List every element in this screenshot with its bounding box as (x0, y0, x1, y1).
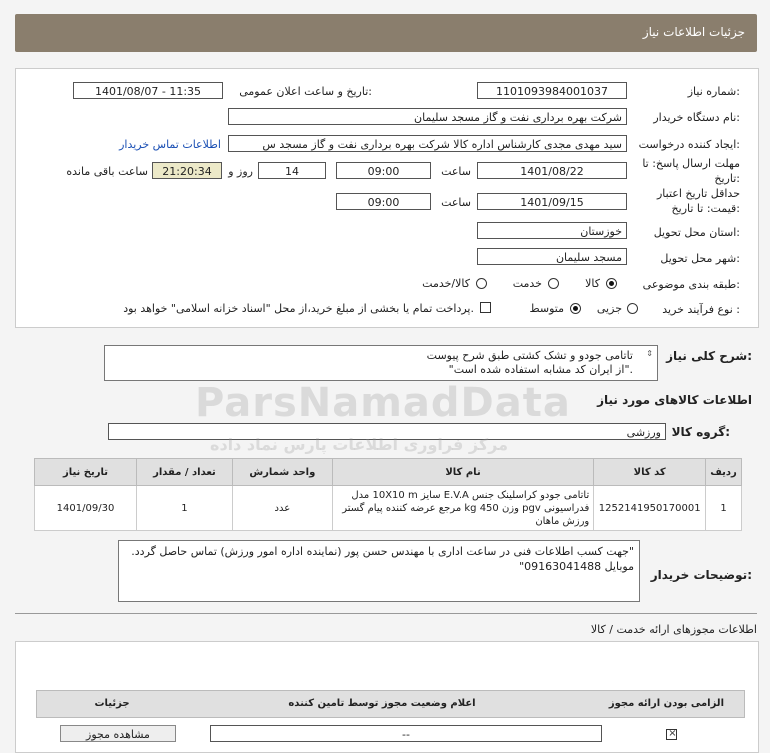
price-validity-time-label: ساعت (441, 196, 471, 209)
price-validity-label: حداقل تاریخ اعتبار قیمت: تا تاریخ: (656, 187, 740, 215)
need-number-label: شماره نیاز: (687, 85, 740, 98)
category-option-goods: کالا (585, 277, 600, 290)
permits-table-header (36, 690, 745, 718)
category-radio-service[interactable] (548, 278, 559, 289)
buyer-notes-label: توضیحات خریدار: (650, 568, 752, 582)
col-name: نام کالا (332, 459, 593, 486)
page-title: جزئیات اطلاعات نیاز (642, 25, 745, 39)
treasury-note: پرداخت تمام یا بخشی از مبلغ خرید،از محل "اسناد خزانه اسلامی" خواهد بود. (123, 302, 474, 315)
category-option-goods-service: کالا/خدمت (422, 277, 470, 290)
requester-label: ایجاد کننده درخواست: (638, 138, 740, 151)
response-deadline-label: مهلت ارسال پاسخ: تا تاریخ: (642, 157, 740, 185)
category-label: طبقه بندی موضوعی: (642, 278, 740, 291)
x-mark-icon: × (668, 728, 677, 739)
watermark-subtext: مرکز فراوری اطلاعات پارس نماد داده (210, 435, 509, 454)
purchase-radio-medium[interactable] (570, 303, 581, 314)
cell-code: 1252141950170001 (594, 486, 706, 531)
city-field: مسجد سلیمان (477, 248, 627, 265)
category-radio-goods[interactable] (606, 278, 617, 289)
city-label: شهر محل تحویل: (660, 252, 740, 265)
cell-qty: 1 (136, 486, 232, 531)
description-label: شرح کلی نیاز: (666, 349, 752, 363)
description-line1: تاتامی جودو و تشک کشتی طبق شرح پیوست (426, 349, 633, 362)
goods-table (34, 458, 742, 531)
permits-divider (15, 613, 757, 614)
cell-date: 1401/09/30 (35, 486, 137, 531)
price-validity-date-field: 1401/09/15 (477, 193, 627, 210)
need-number-field: 1101093984001037 (477, 82, 627, 99)
buyer-contact-link[interactable]: اطلاعات تماس خریدار (119, 138, 221, 151)
announce-datetime-field: 1401/08/07 - 11:35 (73, 82, 223, 99)
col-qty: تعداد / مقدار (136, 459, 232, 486)
remaining-time-field: 21:20:34 (152, 162, 222, 179)
view-permit-button[interactable]: مشاهده مجوز (60, 725, 176, 742)
permit-status-field: -- (210, 725, 602, 742)
description-box (104, 345, 658, 381)
response-days-field: 14 (258, 162, 326, 179)
description-line2: "از ایران کد مشابه استفاده شده است". (448, 363, 633, 376)
col-code: کد کالا (594, 459, 706, 486)
col-row: ردیف (706, 459, 742, 486)
permits-title: اطلاعات مجوزهای ارائه خدمت / کالا (590, 623, 757, 636)
province-field: خوزستان (477, 222, 627, 239)
permits-col-required: الزامی بودن ارائه مجوز (608, 698, 724, 709)
goods-group-label: گروه کالا: (671, 425, 730, 439)
remaining-time-label: ساعت باقی مانده (66, 165, 148, 178)
page-header (15, 14, 757, 52)
category-radio-goods-service[interactable] (476, 278, 487, 289)
purchase-option-medium: متوسط (529, 302, 564, 315)
watermark-text: ParsNamadData (195, 380, 571, 426)
cell-unit: عدد (232, 486, 332, 531)
purchase-option-minor: جزیی (596, 302, 622, 315)
response-date-field: 1401/08/22 (477, 162, 627, 179)
scroll-arrows-icon[interactable]: ⇕ (646, 349, 653, 358)
response-time-field: 09:00 (336, 162, 431, 179)
buyer-org-label: نام دستگاه خریدار: (653, 111, 740, 124)
price-validity-time-field: 09:00 (336, 193, 431, 210)
response-time-label: ساعت (441, 165, 471, 178)
goods-table-header (35, 459, 742, 486)
col-unit: واحد شمارش (232, 459, 332, 486)
goods-group-field: ورزشی (108, 423, 666, 440)
response-days-label: روز و (228, 165, 253, 178)
purchase-type-label: نوع فرآیند خرید : (662, 303, 740, 316)
cell-name: تاتامی جودو کراسلینک جنس E.V.A سایز 10X10 m مدل فدراسیونی pgv وزن 450 kg مرجع عرضه کننده پیام گستر ورزش ماهان (332, 486, 593, 531)
goods-info-title: اطلاعات کالاهای مورد نیاز (597, 393, 752, 407)
purchase-radio-minor[interactable] (627, 303, 638, 314)
col-date: تاریخ نیاز (35, 459, 137, 486)
cell-row: 1 (706, 486, 742, 531)
table-row (35, 486, 742, 531)
buyer-org-field: شرکت بهره برداری نفت و گاز مسجد سلیمان (228, 108, 627, 125)
permits-col-details: جزئیات (94, 698, 130, 709)
permits-col-status: اعلام وضعیت مجوز توسط تامین کننده (288, 698, 476, 709)
announce-datetime-label: تاریخ و ساعت اعلان عمومی: (239, 85, 372, 98)
buyer-notes-box: "جهت کسب اطلاعات فنی در ساعت اداری با مهندس حسن پور (نماینده اداره امور ورزش) تماس حاصل گردد. موبایل 09163041488" (118, 540, 640, 602)
province-label: استان محل تحویل: (653, 226, 740, 239)
permit-required-checkbox (666, 729, 677, 740)
treasury-checkbox[interactable] (480, 302, 491, 313)
category-option-service: خدمت (512, 277, 542, 290)
requester-field: سید مهدی مجدی کارشناس اداره کالا شرکت بهره برداری نفت و گاز مسجد س (228, 135, 627, 152)
